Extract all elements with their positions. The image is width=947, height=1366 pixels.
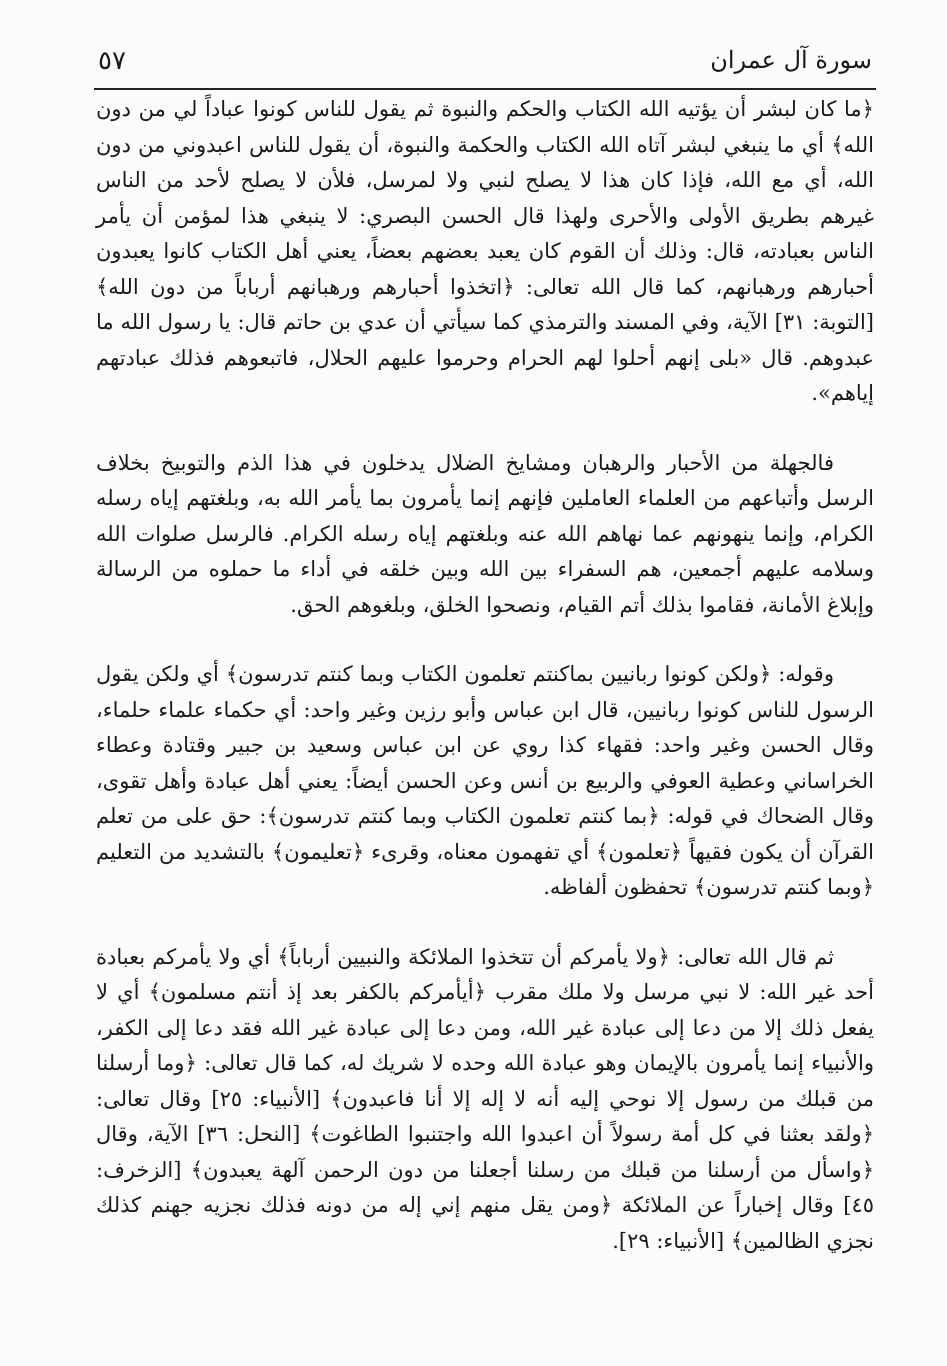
paragraph-4: ثم قال الله تعالى: ﴿ولا يأمركم أن تتخذوا الملائكة والنبيين أرباباً﴾ أي ولا يأمركم بعبادة أحد غير الله: لا نبي مرسل ولا ملك مقرب ﴿أيأمركم بالكفر بعد إذ أنتم مسلمون﴾ أي لا يفعل ذلك إلا من دعا إلى عبادة غير الله، ومن دعا إلى عبادة غير الله فقد دعا إلى الكفر، والأنبياء إنما يأمرون بالإيمان وهو عبادة الله وحده لا شريك له، كما قال تعالى: ﴿وما أرسلنا من قبلك من رسول إلا نوحي إليه أنه لا إله إلا أنا فاعبدون﴾ [الأنبياء: ٢٥] وقال تعالى: ﴿ولقد بعثنا في كل أمة رسولاً أن اعبدوا الله واجتنبوا الطاغوت﴾ [النحل: ٣٦] الآية، وقال ﴿واسأل من أرسلنا من قبلك من رسلنا أجعلنا من دون الرحمن آلهة يعبدون﴾ [الزخرف: ٤٥] وقال إخباراً عن الملائكة ﴿ومن يقل منهم إني إله من دونه فذلك نجزيه جهنم كذلك نجزي الظالمين﴾ [الأنبياء: ٢٩]. — [96, 944, 874, 1253]
paragraph-2: فالجهلة من الأحبار والرهبان ومشايخ الضلال يدخلون في هذا الذم والتوبيخ بخلاف الرسل وأتباعهم من العلماء العاملين فإنهم إنما يأمرون بما يأمر الله به، وبلغتهم إياه رسله الكرام، وإنما ينهونهم عما نهاهم الله عنه وبلغتهم إياه رسله الكرام. فالرسل صلوات الله وسلامه عليهم أجمعين، هم السفراء بين الله وبين خلقه في أداء ما حملوه من الرسالة وإبلاغ الأمانة، فقاموا بذلك أتم القيام، ونصحوا الخلق، وبلغوهم الحق. — [96, 450, 874, 617]
page-number: ٥٧ — [98, 46, 126, 76]
page-header — [94, 40, 876, 90]
paragraph-1: ﴿ما كان لبشر أن يؤتيه الله الكتاب والحكم والنبوة ثم يقول للناس كونوا عباداً لي من دون الله﴾ أي ما ينبغي لبشر آتاه الله الكتاب والحكمة والنبوة، أن يقول للناس اعبدوني من دون الله، أي مع الله، فإذا كان هذا لا يصلح لنبي ولا لمرسل، فلأن لا يصلح لأحد من الناس غيرهم بطريق الأولى والأحرى ولهذا قال الحسن البصري: لا ينبغي هذا لمؤمن أن يأمر الناس بعبادته، قال: وذلك أن القوم كان يعبد بعضهم بعضاً، يعني أهل الكتاب كانوا يعبدون أحبارهم ورهبانهم، كما قال الله تعالى: ﴿اتخذوا أحبارهم ورهبانهم أرباباً من دون الله﴾ [التوبة: ٣١] الآية، وفي المسند والترمذي كما سيأتي أن عدي بن حاتم قال: يا رسول الله ما عبدوهم. قال «بلى إنهم أحلوا لهم الحرام وحرموا عليهم الحلال، فاتبعوهم فذلك عبادتهم إياهم». — [96, 97, 874, 405]
surah-title: سورة آل عمران — [710, 46, 872, 74]
paragraph-3: وقوله: ﴿ولكن كونوا ربانيين بماكنتم تعلمون الكتاب وبما كنتم تدرسون﴾ أي ولكن يقول الرسول للناس كونوا ربانيين، قال ابن عباس وأبو رزين وغير واحد: أي حكماء علماء حلماء، وقال الحسن وغير واحد: فقهاء كذا روي عن ابن عباس وسعيد بن جبير وقتادة وعطاء الخراساني وعطية العوفي والربيع بن أنس وعن الحسن أيضاً: يعني أهل عبادة وأهل تقوى، وقال الضحاك في قوله: ﴿بما كنتم تعلمون الكتاب وبما كنتم تدرسون﴾: حق على من تعلم القرآن أن يكون فقيهاً ﴿تعلمون﴾ أي تفهمون معناه، وقرىء ﴿تعليمون﴾ بالتشديد من التعليم ﴿وبما كنتم تدرسون﴾ تحفظون ألفاظه. — [96, 662, 874, 899]
main-text — [96, 92, 874, 1293]
